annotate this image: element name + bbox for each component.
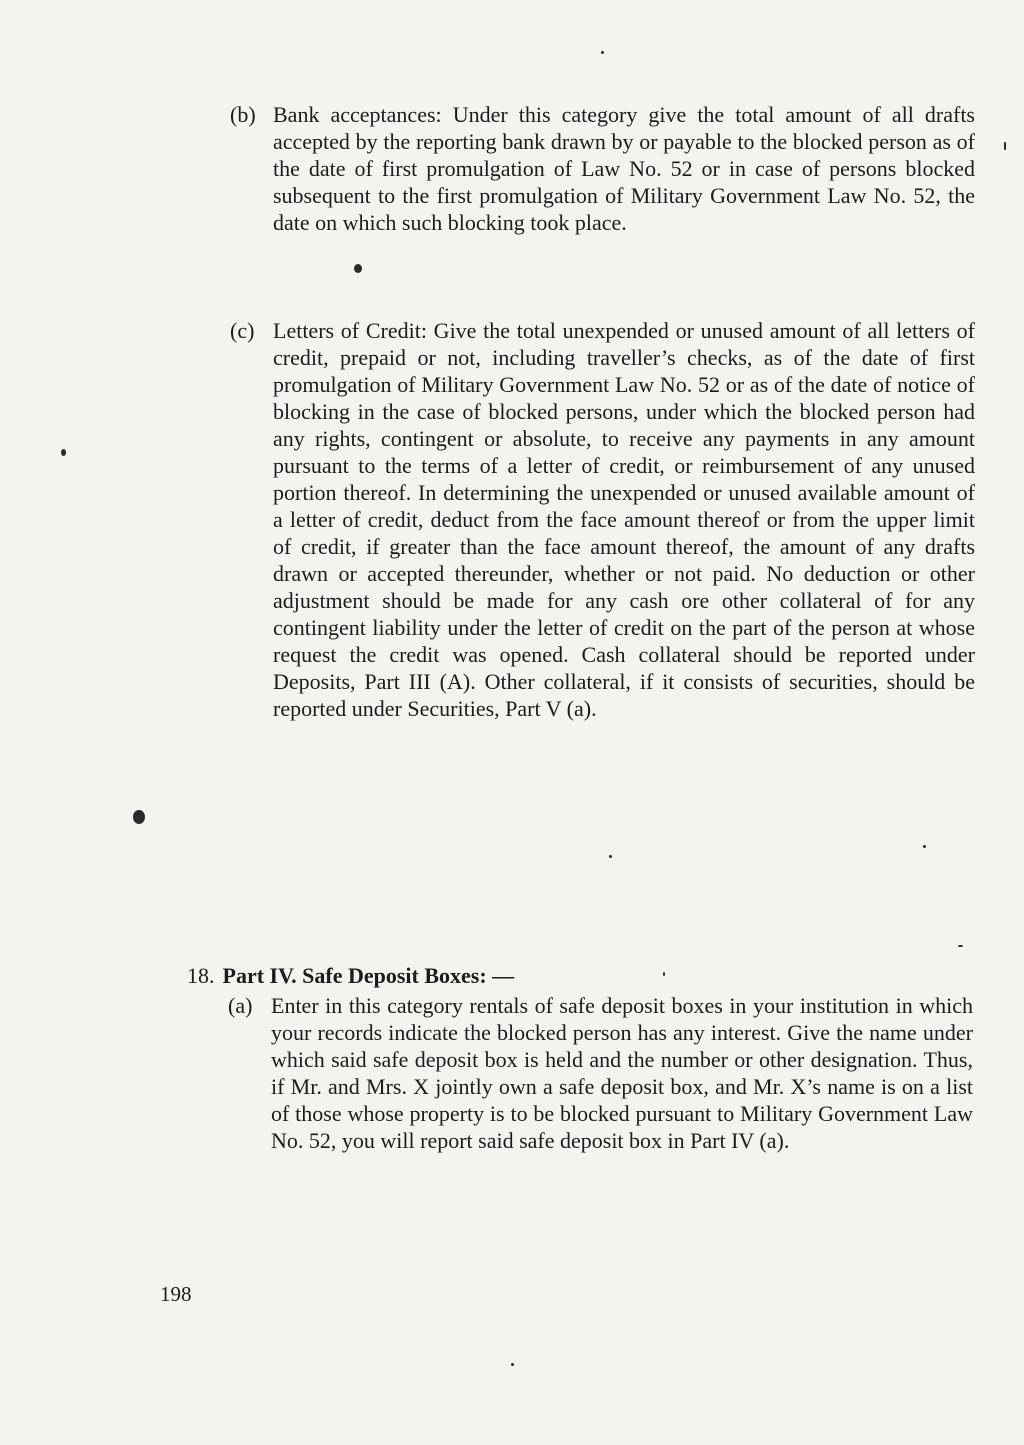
scan-speck [958, 945, 963, 947]
paragraph-c-letters-of-credit [230, 317, 975, 722]
page-number: 198 [160, 1282, 192, 1306]
paragraph-c-text: Letters of Credit: Give the total unexpended or unused amount of all letters of credit, prepaid or not, including traveller’s checks, as of the date of first promulgation of Military Government Law No. 52 or as of the date of notice of blocking in the case of blocked persons, under which the blocked person had any rights, contingent or absolute, to receive any payments in any amount pursuant to the terms of a letter of credit, or reimbursement of any unused portion thereof. In determining the unexpended or unused available amount of a letter of credit, deduct from the face amount thereof or from the upper limit of credit, if greater than the face amount thereof, the amount of any drafts drawn or accepted thereunder, whether or not paid. No deduction or other adjustment should be made for any cash ore other collateral of for any contingent liability under the letter of credit on the part of the person at whose request the credit was opened. Cash collateral should be reported under Deposits, Part III (A). Other collateral, if it consists of securities, should be reported under Securities, Part V (a). [273, 318, 975, 721]
section-18-heading [187, 962, 514, 989]
scan-speck [354, 264, 362, 273]
section-18-title: Part IV. Safe Deposit Boxes: — [222, 963, 515, 988]
paragraph-18a-label: (a) [228, 993, 253, 1018]
scan-speck [133, 810, 145, 824]
scan-speck [923, 845, 926, 848]
paragraph-c-label: (c) [230, 318, 255, 343]
scan-speck [601, 51, 604, 54]
paragraph-b-text: Bank acceptances: Under this category give the total amount of all drafts accepted by the reporting bank drawn by or payable to the blocked person as of the date of first promulgation of Law No. 52 or in case of persons blocked subsequent to the first promulgation of Military Government Law No. 52, the date on which such blocking took place. [273, 102, 975, 235]
scan-speck [1004, 142, 1006, 150]
scan-speck [511, 1363, 514, 1366]
paragraph-18a-safe-deposit [228, 992, 973, 1154]
scan-speck [663, 972, 665, 976]
section-18-number: 18. [187, 963, 215, 988]
paragraph-b-label: (b) [230, 102, 256, 127]
scan-speck [609, 855, 612, 858]
scan-speck [61, 449, 66, 456]
paragraph-18a-text: Enter in this category rentals of safe deposit boxes in your institution in which your records indicate the blocked person has any interest. Give the name under which said safe deposit box is held and the number or other designation. Thus, if Mr. and Mrs. X jointly own a safe deposit box, and Mr. X’s name is on a list of those whose property is to be blocked pursuant to Military Government Law No. 52, you will report said safe deposit box in Part IV (a). [271, 993, 973, 1153]
paragraph-b-bank-acceptances [230, 101, 975, 236]
